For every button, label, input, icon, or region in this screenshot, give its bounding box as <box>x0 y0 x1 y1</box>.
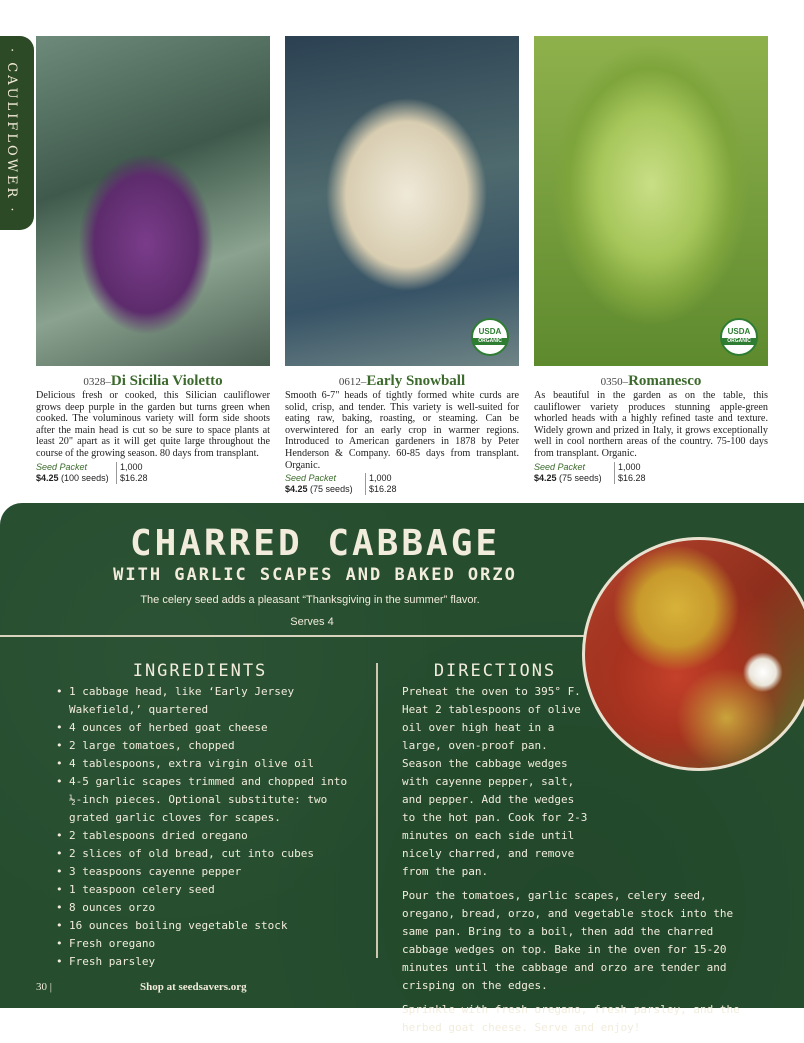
product-name: Di Sicilia Violetto <box>110 373 223 389</box>
shop-link[interactable]: Shop at seedsavers.org <box>140 981 247 993</box>
price-table <box>36 462 270 484</box>
organic-text: ORGANIC <box>722 338 756 345</box>
ingredients-heading: INGREDIENTS <box>132 661 268 681</box>
ingredient-item: • 4 tablespoons, extra virgin olive oil <box>56 755 356 773</box>
packet-count: (75 seeds) <box>559 472 602 483</box>
price-table <box>534 462 768 484</box>
directions-text <box>402 683 762 1043</box>
section-tab-label: · CAULIFLOWER · <box>4 48 19 215</box>
recipe-subtitle: WITH GARLIC SCAPES AND BAKED ORZO <box>113 565 517 585</box>
column-divider <box>376 663 378 958</box>
usda-organic-seal <box>471 318 509 356</box>
packet-price: $4.25 <box>36 472 59 483</box>
product-title <box>285 374 519 388</box>
bulk-price: $16.28 <box>116 473 148 484</box>
packet-label: Seed Packet <box>285 473 337 484</box>
organic-text: ORGANIC <box>473 338 507 345</box>
ingredient-item: • 2 slices of old bread, cut into cubes <box>56 845 356 863</box>
recipe-tagline: The celery seed adds a pleasant “Thanksgiving in the summer” flavor. <box>140 594 480 606</box>
bulk-price: $16.28 <box>614 473 646 484</box>
page-number: 30 | <box>36 981 52 993</box>
ingredient-item: • 4 ounces of herbed goat cheese <box>56 719 356 737</box>
recipe-serves: Serves 4 <box>290 616 334 628</box>
price-table <box>285 473 519 495</box>
ingredient-item: • 2 large tomatoes, chopped <box>56 737 356 755</box>
packet-price: $4.25 <box>534 472 557 483</box>
ingredient-item: • 2 tablespoons dried oregano <box>56 827 356 845</box>
ingredient-item: • Fresh parsley <box>56 953 356 971</box>
product-description: Delicious fresh or cooked, this Silician cauliflower grows deep purple in the garden but turns green when cooked. The voluminous variety will form side shoots after the main head is cut so be sure to space plants at least 20" apart as it will get quite large throughout the course of the growing season. 80 days from transplant. <box>36 390 270 459</box>
product-name: Early Snowball <box>366 373 466 389</box>
product-card-di-sicilia-violetto <box>36 36 270 484</box>
header-divider <box>0 635 600 637</box>
ingredients-list <box>56 683 356 971</box>
product-name: Romanesco <box>628 373 702 389</box>
direction-step: Preheat the oven to 395° F. Heat 2 tablespoons of olive oil over high heat in a large, oven-proof pan. Season the cabbage wedges with cayenne pepper, salt, and pepper. Add the wedges to the hot pan. Cook for 2-3 minutes on each side until nicely charred, and remove from the pan. <box>402 685 588 878</box>
product-number: 0350– <box>600 376 629 388</box>
packet-label: Seed Packet <box>36 461 88 472</box>
product-title <box>534 374 768 388</box>
section-tab-cauliflower <box>0 36 34 230</box>
product-photo <box>36 36 270 366</box>
usda-text: USDA <box>727 327 751 336</box>
ingredient-item: • 16 ounces boiling vegetable stock <box>56 917 356 935</box>
ingredient-item: • 1 cabbage head, like ‘Early Jersey Wakefield,’ quartered <box>56 683 356 719</box>
ingredient-item: • 4-5 garlic scapes trimmed and chopped into ½-inch pieces. Optional substitute: two grated garlic cloves for scapes. <box>56 773 356 827</box>
ingredient-item: • 8 ounces orzo <box>56 899 356 917</box>
direction-step: Sprinkle with fresh oregano, fresh parsley, and the herbed goat cheese. Serve and enjoy! <box>402 1003 740 1034</box>
product-number: 0328– <box>83 376 111 388</box>
ingredient-item: • Fresh oregano <box>56 935 356 953</box>
bulk-label: 1,000 <box>365 473 392 484</box>
product-photo <box>534 36 768 366</box>
product-description: As beautiful in the garden as on the table, this cauliflower variety produces stunning apple-green whorled heads with a highly refined taste and texture. Widely grown and prized in Italy, it grows exceptionally well in cool northern areas of the country. 75-100 days from transplant. Organic. <box>534 390 768 459</box>
recipe-panel <box>0 503 804 1034</box>
packet-count: (75 seeds) <box>310 484 353 495</box>
ingredient-item: • 1 teaspoon celery seed <box>56 881 356 899</box>
recipe-title: CHARRED CABBAGE <box>129 523 501 564</box>
ingredient-item: • 3 teaspoons cayenne pepper <box>56 863 356 881</box>
directions-heading: DIRECTIONS <box>433 661 557 681</box>
packet-price: $4.25 <box>285 484 308 495</box>
product-card-early-snowball <box>285 36 519 495</box>
product-title <box>36 374 270 388</box>
direction-step: Pour the tomatoes, garlic scapes, celery seed, oregano, bread, orzo, and vegetable stock into the same pan. Bring to a boil, then add the charred cabbage wedges on top. Bake in the oven for 15-20 minutes until the cabbage and orzo are tender and crisping on the edges. <box>402 889 734 992</box>
packet-label: Seed Packet <box>534 461 586 472</box>
bulk-label: 1,000 <box>614 462 641 473</box>
product-description: Smooth 6-7" heads of tightly formed white curds are solid, crisp, and tender. This variety is well-suited for eating raw, baking, roasting, or steaming. Can be overwintered for an early crop in warmer regions. Introduced to American gardeners in 1878 by Peter Henderson & Company. 60-85 days from transplant. Organic. <box>285 390 519 471</box>
product-card-romanesco <box>534 36 768 484</box>
product-number: 0612– <box>338 376 367 388</box>
usda-text: USDA <box>478 327 502 336</box>
product-photo <box>285 36 519 366</box>
packet-count: (100 seeds) <box>61 472 109 483</box>
bulk-label: 1,000 <box>116 462 143 473</box>
usda-organic-seal <box>720 318 758 356</box>
bulk-price: $16.28 <box>365 484 397 495</box>
